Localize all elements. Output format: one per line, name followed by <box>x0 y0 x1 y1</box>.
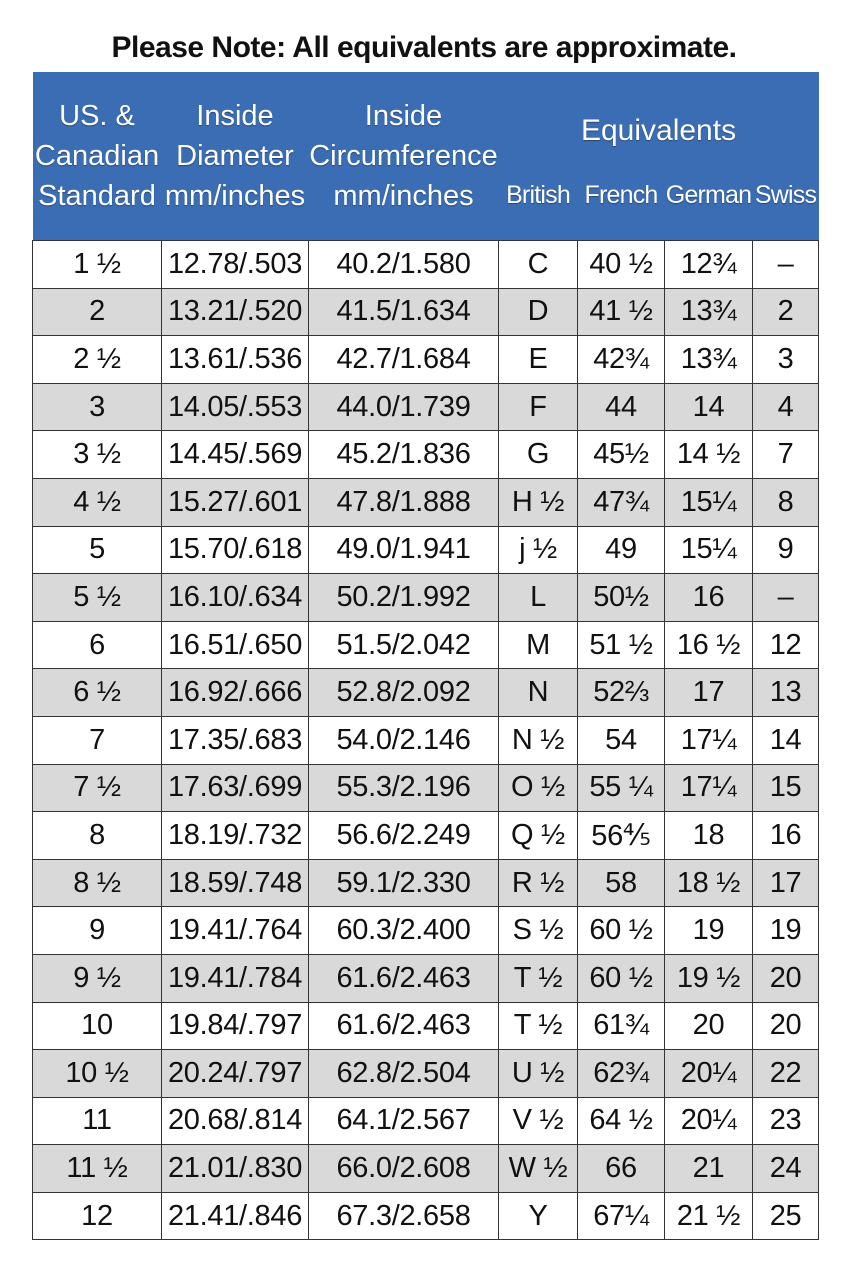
us-canadian-cell: 10 ½ <box>33 1050 162 1098</box>
inside-circumference-cell: 49.0/1.941 <box>309 526 499 574</box>
inside-diameter-cell: 16.51/.650 <box>162 621 309 669</box>
swiss-cell: 25 <box>753 1192 819 1240</box>
german-cell: 16 <box>665 574 753 622</box>
british-cell: S ½ <box>499 907 578 955</box>
inside-diameter-cell: 14.05/.553 <box>162 383 309 431</box>
inside-circumference-cell: 64.1/2.567 <box>309 1097 499 1145</box>
swiss-cell: 19 <box>753 907 819 955</box>
us-canadian-cell: 4 ½ <box>33 478 162 526</box>
inside-circumference-cell: 55.3/2.196 <box>309 764 499 812</box>
british-cell: U ½ <box>499 1050 578 1098</box>
german-cell: 15¼ <box>665 526 753 574</box>
header-us-canadian <box>33 72 162 241</box>
us-canadian-cell: 6 ½ <box>33 669 162 717</box>
inside-circumference-cell: 66.0/2.608 <box>309 1145 499 1193</box>
table-row <box>33 478 819 526</box>
inside-diameter-cell: 13.21/.520 <box>162 288 309 336</box>
british-cell: L <box>499 574 578 622</box>
french-cell: 50½ <box>578 574 665 622</box>
british-cell: T ½ <box>499 954 578 1002</box>
french-cell: 49 <box>578 526 665 574</box>
swiss-cell: 15 <box>753 764 819 812</box>
header-line: mm/inches <box>333 180 474 212</box>
header-line: Canadian <box>34 140 160 172</box>
header-line: Inside <box>364 100 443 132</box>
inside-diameter-cell: 18.19/.732 <box>162 812 309 860</box>
british-cell: E <box>499 336 578 384</box>
inside-diameter-cell: 17.63/.699 <box>162 764 309 812</box>
german-cell: 12¾ <box>665 241 753 289</box>
german-cell: 18 ½ <box>665 859 753 907</box>
header-british: British <box>506 180 570 209</box>
british-cell: H ½ <box>499 478 578 526</box>
inside-diameter-cell: 16.10/.634 <box>162 574 309 622</box>
french-cell: 61¾ <box>578 1002 665 1050</box>
swiss-cell: 8 <box>753 478 819 526</box>
table-row <box>33 288 819 336</box>
table-row <box>33 716 819 764</box>
british-cell: C <box>499 241 578 289</box>
table-row <box>33 431 819 479</box>
header-inside-circumference <box>309 72 499 241</box>
header-german: German <box>665 180 752 209</box>
german-cell: 20 <box>665 1002 753 1050</box>
us-canadian-cell: 2 <box>33 288 162 336</box>
swiss-cell: 12 <box>753 621 819 669</box>
table-row <box>33 241 819 289</box>
inside-circumference-cell: 62.8/2.504 <box>309 1050 499 1098</box>
header-line: Diameter <box>176 140 294 172</box>
ring-size-table <box>32 72 819 1240</box>
swiss-cell: 9 <box>753 526 819 574</box>
german-cell: 17¼ <box>665 716 753 764</box>
us-canadian-cell: 3 ½ <box>33 431 162 479</box>
inside-circumference-cell: 54.0/2.146 <box>309 716 499 764</box>
german-cell: 19 ½ <box>665 954 753 1002</box>
swiss-cell: 3 <box>753 336 819 384</box>
header-line: Circumference <box>309 140 498 172</box>
british-cell: R ½ <box>499 859 578 907</box>
inside-diameter-cell: 19.41/.764 <box>162 907 309 955</box>
table-row <box>33 1145 819 1193</box>
british-cell: Y <box>499 1192 578 1240</box>
us-canadian-cell: 5 <box>33 526 162 574</box>
swiss-cell: 24 <box>753 1145 819 1193</box>
french-cell: 58 <box>578 859 665 907</box>
header-equivalents: Equivalents <box>580 114 737 147</box>
german-cell: 19 <box>665 907 753 955</box>
british-cell: W ½ <box>499 1145 578 1193</box>
swiss-cell: 22 <box>753 1050 819 1098</box>
swiss-cell: 7 <box>753 431 819 479</box>
table-row <box>33 954 819 1002</box>
table-row <box>33 669 819 717</box>
table-row <box>33 859 819 907</box>
inside-diameter-cell: 19.41/.784 <box>162 954 309 1002</box>
inside-diameter-cell: 15.27/.601 <box>162 478 309 526</box>
swiss-cell: 14 <box>753 716 819 764</box>
german-cell: 18 <box>665 812 753 860</box>
french-cell: 47¾ <box>578 478 665 526</box>
inside-circumference-cell: 56.6/2.249 <box>309 812 499 860</box>
french-cell: 51 ½ <box>578 621 665 669</box>
us-canadian-cell: 9 <box>33 907 162 955</box>
inside-diameter-cell: 12.78/.503 <box>162 241 309 289</box>
us-canadian-cell: 11 ½ <box>33 1145 162 1193</box>
german-cell: 15¼ <box>665 478 753 526</box>
swiss-cell: 13 <box>753 669 819 717</box>
table-row <box>33 907 819 955</box>
inside-circumference-cell: 61.6/2.463 <box>309 1002 499 1050</box>
inside-circumference-cell: 59.1/2.330 <box>309 859 499 907</box>
us-canadian-cell: 7 <box>33 716 162 764</box>
french-cell: 66 <box>578 1145 665 1193</box>
german-cell: 16 ½ <box>665 621 753 669</box>
swiss-cell: 20 <box>753 1002 819 1050</box>
inside-diameter-cell: 21.01/.830 <box>162 1145 309 1193</box>
table-row <box>33 1002 819 1050</box>
us-canadian-cell: 12 <box>33 1192 162 1240</box>
inside-circumference-cell: 40.2/1.580 <box>309 241 499 289</box>
inside-circumference-cell: 51.5/2.042 <box>309 621 499 669</box>
french-cell: 62¾ <box>578 1050 665 1098</box>
inside-circumference-cell: 42.7/1.684 <box>309 336 499 384</box>
table-row <box>33 621 819 669</box>
table-row <box>33 574 819 622</box>
us-canadian-cell: 6 <box>33 621 162 669</box>
header-french: French <box>584 180 658 209</box>
german-cell: 14 <box>665 383 753 431</box>
table-header <box>33 72 819 241</box>
french-cell: 45½ <box>578 431 665 479</box>
us-canadian-cell: 9 ½ <box>33 954 162 1002</box>
british-cell: O ½ <box>499 764 578 812</box>
us-canadian-cell: 8 <box>33 812 162 860</box>
british-cell: j ½ <box>499 526 578 574</box>
inside-diameter-cell: 15.70/.618 <box>162 526 309 574</box>
german-cell: 17 <box>665 669 753 717</box>
german-cell: 21 <box>665 1145 753 1193</box>
table-row <box>33 764 819 812</box>
us-canadian-cell: 11 <box>33 1097 162 1145</box>
inside-diameter-cell: 13.61/.536 <box>162 336 309 384</box>
british-cell: V ½ <box>499 1097 578 1145</box>
swiss-cell: 4 <box>753 383 819 431</box>
french-cell: 64 ½ <box>578 1097 665 1145</box>
table-row <box>33 336 819 384</box>
french-cell: 52⅔ <box>578 669 665 717</box>
british-cell: M <box>499 621 578 669</box>
german-cell: 13¾ <box>665 336 753 384</box>
french-cell: 41 ½ <box>578 288 665 336</box>
inside-diameter-cell: 20.68/.814 <box>162 1097 309 1145</box>
inside-circumference-cell: 67.3/2.658 <box>309 1192 499 1240</box>
swiss-cell: 16 <box>753 812 819 860</box>
german-cell: 14 ½ <box>665 431 753 479</box>
french-cell: 44 <box>578 383 665 431</box>
header-swiss: Swiss <box>754 180 817 209</box>
table-row <box>33 812 819 860</box>
header-line: US. & <box>59 100 135 132</box>
inside-diameter-cell: 16.92/.666 <box>162 669 309 717</box>
us-canadian-cell: 2 ½ <box>33 336 162 384</box>
swiss-cell: 23 <box>753 1097 819 1145</box>
table-body <box>33 241 819 1240</box>
inside-diameter-cell: 18.59/.748 <box>162 859 309 907</box>
british-cell: T ½ <box>499 1002 578 1050</box>
header-inside-diameter <box>162 72 309 241</box>
inside-diameter-cell: 19.84/.797 <box>162 1002 309 1050</box>
swiss-cell: 20 <box>753 954 819 1002</box>
table-row <box>33 383 819 431</box>
french-cell: 54 <box>578 716 665 764</box>
french-cell: 60 ½ <box>578 907 665 955</box>
us-canadian-cell: 1 ½ <box>33 241 162 289</box>
german-cell: 20¼ <box>665 1050 753 1098</box>
us-canadian-cell: 7 ½ <box>33 764 162 812</box>
british-cell: N <box>499 669 578 717</box>
us-canadian-cell: 8 ½ <box>33 859 162 907</box>
us-canadian-cell: 10 <box>33 1002 162 1050</box>
french-cell: 55 ¼ <box>578 764 665 812</box>
swiss-cell: 17 <box>753 859 819 907</box>
british-cell: Q ½ <box>499 812 578 860</box>
us-canadian-cell: 5 ½ <box>33 574 162 622</box>
inside-circumference-cell: 60.3/2.400 <box>309 907 499 955</box>
inside-diameter-cell: 17.35/.683 <box>162 716 309 764</box>
french-cell: 56⅘ <box>578 812 665 860</box>
header-line: Inside <box>196 100 274 132</box>
inside-diameter-cell: 20.24/.797 <box>162 1050 309 1098</box>
german-cell: 17¼ <box>665 764 753 812</box>
british-cell: F <box>499 383 578 431</box>
table-row <box>33 1097 819 1145</box>
inside-circumference-cell: 50.2/1.992 <box>309 574 499 622</box>
inside-circumference-cell: 47.8/1.888 <box>309 478 499 526</box>
french-cell: 67¼ <box>578 1192 665 1240</box>
swiss-cell: 2 <box>753 288 819 336</box>
inside-circumference-cell: 52.8/2.092 <box>309 669 499 717</box>
inside-circumference-cell: 44.0/1.739 <box>309 383 499 431</box>
swiss-cell: – <box>753 241 819 289</box>
british-cell: D <box>499 288 578 336</box>
inside-circumference-cell: 45.2/1.836 <box>309 431 499 479</box>
inside-diameter-cell: 14.45/.569 <box>162 431 309 479</box>
french-cell: 42¾ <box>578 336 665 384</box>
us-canadian-cell: 3 <box>33 383 162 431</box>
french-cell: 40 ½ <box>578 241 665 289</box>
german-cell: 21 ½ <box>665 1192 753 1240</box>
french-cell: 60 ½ <box>578 954 665 1002</box>
german-cell: 20¼ <box>665 1097 753 1145</box>
british-cell: G <box>499 431 578 479</box>
table-row <box>33 1192 819 1240</box>
british-cell: N ½ <box>499 716 578 764</box>
inside-circumference-cell: 61.6/2.463 <box>309 954 499 1002</box>
inside-circumference-cell: 41.5/1.634 <box>309 288 499 336</box>
german-cell: 13¾ <box>665 288 753 336</box>
swiss-cell: – <box>753 574 819 622</box>
header-line: Standard <box>38 180 156 212</box>
page-note: Please Note: All equivalents are approximate. <box>111 31 737 64</box>
table-row <box>33 526 819 574</box>
table-row <box>33 1050 819 1098</box>
inside-diameter-cell: 21.41/.846 <box>162 1192 309 1240</box>
header-line: mm/inches <box>164 180 306 212</box>
